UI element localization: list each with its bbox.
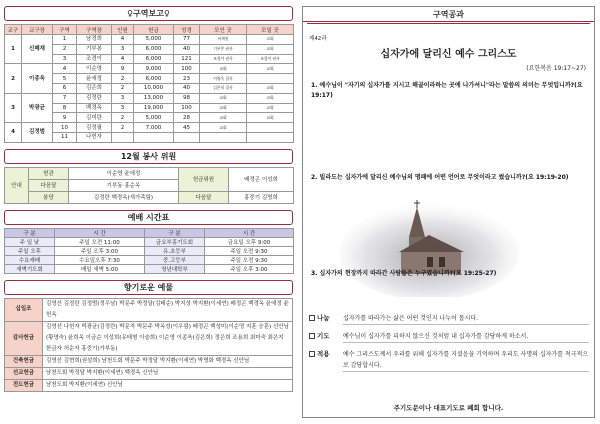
service-role: 헌관: [29, 167, 69, 179]
report-cell: 121: [174, 54, 200, 64]
worship-cell: 매일 새벽 5:00: [55, 264, 145, 273]
offering-label: 전도헌금: [5, 379, 43, 391]
question-1: 1. 예수님이 "자기의 십자가를 지시고 해골이라하는 곳에 나가셔니"라는 말씀의 의미는 무엇입니까?(요 19:17): [311, 82, 583, 99]
report-cell: 2: [112, 123, 134, 133]
parish-leader-cell: 박광균: [22, 93, 53, 122]
report-cell: [134, 132, 174, 142]
report-header-cell: 구역장: [77, 25, 112, 35]
service-names: 기부동 홍순옥: [69, 179, 179, 191]
worship-cell: 주일 오전 9:30: [205, 246, 294, 255]
parish-cell: 3: [5, 93, 22, 122]
report-cell: 9: [53, 113, 77, 123]
worship-title: 예배 시간표: [4, 210, 293, 225]
report-cell: 교회: [200, 103, 247, 113]
report-cell: 2: [53, 44, 77, 54]
service-names: 이순영 윤애정: [69, 167, 179, 179]
report-header-cell: 구역: [53, 25, 77, 35]
report-cell: 23: [174, 74, 200, 84]
report-cell: [112, 132, 134, 142]
service-role: 봉당: [29, 191, 69, 203]
report-cell: 6,000: [134, 54, 174, 64]
activity-item: [309, 331, 589, 343]
report-cell: [174, 132, 200, 142]
report-cell: 백경옥: [77, 103, 112, 113]
report-cell: 교회: [247, 93, 294, 103]
report-cell: 40: [174, 83, 200, 93]
checkbox-icon: [309, 315, 315, 321]
report-cell: 19,000: [134, 103, 174, 113]
report-cell: 6,000: [134, 74, 174, 84]
report-cell: 1: [53, 35, 77, 45]
service-role: 다음달: [29, 179, 69, 191]
offering-names: 김영선 김정란 김정범(정우남) 박문주 박정달(김태순) 박지성 박지환(이세연) 배정곤 백경옥 윤애정 윤헌옥: [43, 298, 293, 321]
checkbox-icon: [309, 351, 315, 357]
worship-cell: 수요일오후 7:30: [55, 255, 145, 264]
worship-cell: 유.초등부: [145, 246, 205, 255]
report-cell: 7: [53, 93, 77, 103]
parish-cell: 2: [5, 64, 22, 93]
report-header-cell: 모일 곳: [247, 25, 294, 35]
offering-table: [4, 298, 293, 392]
table-row: [5, 367, 293, 379]
report-cell: 77: [174, 35, 200, 45]
report-cell: 100: [174, 64, 200, 74]
report-cell: 28: [174, 113, 200, 123]
report-cell: 남경희: [77, 35, 112, 45]
left-column: [4, 6, 293, 392]
worship-cell: 주일 오후 3:00: [205, 264, 294, 273]
worship-cell: 주일 오전 11:00: [55, 237, 145, 246]
worship-cell: 주일 오후: [5, 246, 55, 255]
report-cell: 이순영: [77, 64, 112, 74]
report-cell: 나헌자: [77, 132, 112, 142]
report-cell: 4: [53, 64, 77, 74]
worship-header-cell: 시 간: [55, 228, 145, 237]
report-header-cell: 헌금: [134, 25, 174, 35]
report-cell: [200, 132, 247, 142]
report-cell: 교회: [247, 44, 294, 54]
report-cell: 13,000: [134, 93, 174, 103]
offering-names: 김영선 나헌자 박광균(김정란) 박문자 박문주 박옥성(이우림) 배정곤 백성미(이순영 지훈 승훈) 신안님(황영숙) 윤희옥 이금순 이성희(유태형 이슬희) 이순영 이종욱(김은희) 정은희 조용희 최미숙 최은지 한금자 허순자 홍중기(가부동): [43, 321, 293, 355]
activity-item: [309, 313, 589, 325]
report-cell: 씨제권: [200, 35, 247, 45]
report-cell: [247, 74, 294, 84]
report-cell: 교회: [247, 113, 294, 123]
service-title: 12월 봉사 위원: [4, 149, 293, 164]
service-right-role: 헌금위원: [179, 167, 229, 191]
report-cell: 4: [112, 35, 134, 45]
report-header-cell: 모인 곳: [200, 25, 247, 35]
offering-label: 선교헌금: [5, 367, 43, 379]
activity-item: [309, 349, 589, 372]
report-cell: 5: [53, 74, 77, 84]
report-table: [4, 24, 294, 143]
report-cell: 김은희 집사: [200, 83, 247, 93]
report-cell: 6: [53, 83, 77, 93]
worship-header-cell: 시 간: [205, 228, 294, 237]
report-cell: 김미란: [77, 113, 112, 123]
report-cell: [247, 132, 294, 142]
offering-names: 김영선 김현희(권삼희) 남천도회 박문주 박정달 박지환(이세연) 박명화 백경옥 신안님: [43, 355, 293, 367]
activity-label: 적용: [317, 350, 330, 358]
report-cell: 6,000: [134, 44, 174, 54]
report-cell: 4: [112, 54, 134, 64]
report-cell: 2: [112, 83, 134, 93]
offering-label: 감사헌금: [5, 321, 43, 355]
activity-label: 나눔: [317, 314, 330, 322]
closing-note: 주기도문이나 대표기도로 폐회 합니다.: [393, 404, 504, 412]
service-guide-label: 안내: [5, 167, 29, 203]
worship-cell: 청년대학부: [145, 264, 205, 273]
report-cell: 11: [53, 132, 77, 142]
checkbox-icon: [309, 333, 315, 339]
report-header-cell: 인원: [112, 25, 134, 35]
report-cell: 기부봉 권사: [200, 44, 247, 54]
activity-list: [309, 313, 589, 378]
parish-leader-cell: 이종욱: [22, 64, 53, 93]
report-cell: 3: [112, 93, 134, 103]
table-row: [5, 355, 293, 367]
report-cell: 조경이: [77, 54, 112, 64]
service-right-role: 다음달: [179, 191, 229, 203]
report-header-cell: 교구: [5, 25, 22, 35]
worship-cell: 금요부흥기도회: [145, 237, 205, 246]
lesson-panel: [302, 6, 595, 418]
service-right-names: 홍중기 김명희: [229, 191, 294, 203]
offering-label: 십일조: [5, 298, 43, 321]
report-header-cell: 교구장: [22, 25, 53, 35]
report-cell: 9,000: [134, 64, 174, 74]
parish-leader-cell: 신혜재: [22, 35, 53, 64]
report-cell: 5,000: [134, 35, 174, 45]
report-cell: 100: [174, 103, 200, 113]
worship-header-cell: 구 분: [5, 228, 55, 237]
report-cell: 3: [112, 103, 134, 113]
report-cell: 윤애정: [77, 74, 112, 84]
report-cell: 2: [112, 113, 134, 123]
report-cell: 김은희: [77, 83, 112, 93]
question-2: 2. 빌라도는 십자가에 달리신 예수님의 명패에 어떤 언어로 무엇이라고 썼습니까?(요 19:19-20): [311, 174, 569, 181]
report-cell: 교회: [247, 103, 294, 113]
activity-text: 십자가를 따라가는 삶은 어떤 것인지 나누어 봅시다.: [343, 313, 589, 325]
worship-cell: 중.고등부: [145, 255, 205, 264]
report-cell: 7,000: [134, 123, 174, 133]
report-cell: 기부봉: [77, 44, 112, 54]
lesson-header: 구역공과: [303, 7, 594, 22]
service-table: [4, 167, 294, 204]
table-row: [5, 64, 294, 74]
service-names: 김정란 백경옥(새가족팀): [69, 191, 179, 203]
worship-cell: 금요일 오후 9:00: [205, 237, 294, 246]
report-cell: 김정란: [77, 93, 112, 103]
lesson-scripture: (요한복음 19:17~27): [526, 65, 586, 72]
report-cell: 교회: [200, 123, 247, 133]
report-cell: 2: [112, 74, 134, 84]
table-row: [5, 237, 294, 246]
table-row: [5, 255, 294, 264]
church-illustration: [339, 197, 519, 297]
table-row: [5, 321, 293, 355]
report-cell: 40: [174, 44, 200, 54]
table-row: [5, 264, 294, 273]
table-row: [5, 93, 294, 103]
report-cell: 교회: [200, 93, 247, 103]
report-cell: 3: [112, 44, 134, 54]
report-cell: 98: [174, 93, 200, 103]
table-row: [5, 123, 294, 133]
report-cell: 조경이 권사: [247, 54, 294, 64]
question-3: 3. 십자가의 현장까지 따라간 사람들은 누구였습니까?(요 19:25-27): [311, 270, 497, 277]
report-cell: 교회: [247, 35, 294, 45]
report-cell: 3: [53, 54, 77, 64]
activity-text: 예수님이 십자가를 피하지 않으신 것처럼 내 십자가를 감당하게 하소서.: [343, 331, 589, 343]
report-cell: 교회: [200, 64, 247, 74]
report-cell: 10: [53, 123, 77, 133]
activity-text: 예수 그리스도께서 우리를 위해 십자가를 지셨음을 기억하며 우리도 사명의 십자가를 적극적으로 감당합시다.: [343, 349, 589, 372]
service-right-names: 배정곤 이성희: [229, 167, 294, 191]
table-row: [5, 246, 294, 255]
report-header-cell: 성경: [174, 25, 200, 35]
offering-names: 남천도회 박지환(이세연) 신안님: [43, 379, 293, 391]
parish-leader-cell: 김정범: [22, 123, 53, 143]
report-cell: 교회: [200, 113, 247, 123]
report-title: ♀구역보고♀: [4, 6, 293, 21]
activity-label: 기도: [317, 332, 330, 340]
worship-cell: 주 일 낮: [5, 237, 55, 246]
report-cell: 이명옥 집사: [200, 74, 247, 84]
report-cell: 9: [112, 64, 134, 74]
report-cell: 교회: [247, 64, 294, 74]
report-cell: [247, 123, 294, 133]
offering-label: 건축헌금: [5, 355, 43, 367]
parish-cell: 4: [5, 123, 22, 143]
table-row: [5, 35, 294, 45]
lesson-number: 제42과: [309, 36, 327, 42]
report-cell: 교회: [247, 83, 294, 93]
worship-cell: 주일 오후 3:00: [55, 246, 145, 255]
offering-names: 남천도회 박정달 박지환(이세연) 백경옥 신안님: [43, 367, 293, 379]
report-cell: 10,000: [134, 83, 174, 93]
report-cell: 45: [174, 123, 200, 133]
worship-table: [4, 228, 294, 274]
parish-cell: 1: [5, 35, 22, 64]
worship-cell: 주일 오전 9:30: [205, 255, 294, 264]
worship-cell: 새벽기도회: [5, 264, 55, 273]
report-cell: 8: [53, 103, 77, 113]
report-cell: 김정필: [77, 123, 112, 133]
report-cell: 5,000: [134, 113, 174, 123]
table-row: [5, 379, 293, 391]
table-row: [5, 298, 293, 321]
lesson-title: 십자가에 달리신 예수 그리스도: [380, 49, 517, 60]
worship-cell: 수요예배: [5, 255, 55, 264]
offering-title: 향기로운 예물: [4, 280, 293, 295]
worship-header-cell: 구 분: [145, 228, 205, 237]
report-cell: 조경이 권사: [200, 54, 247, 64]
